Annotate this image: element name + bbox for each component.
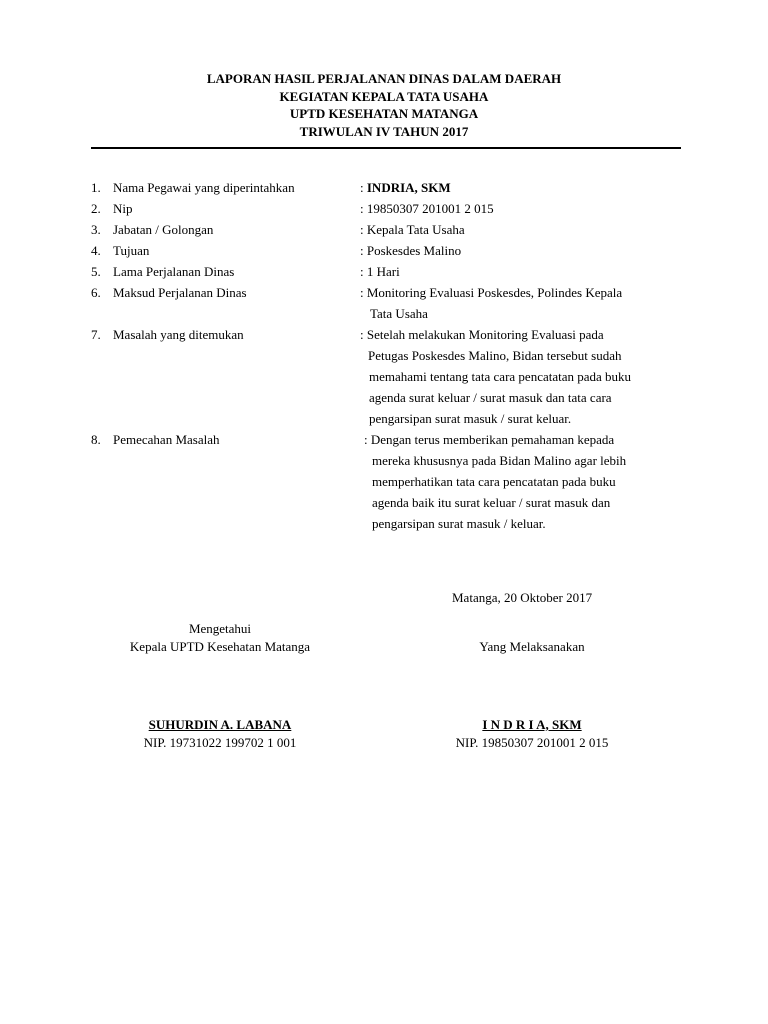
right-signature-title: Yang Melaksanakan: [479, 639, 585, 654]
item-label: Pemecahan Masalah: [113, 432, 220, 447]
item-value-line: : 19850307 201001 2 015: [360, 201, 494, 216]
item-value-line: memahami tentang tata cara pencatatan pada buku: [369, 369, 632, 384]
item-value: [364, 429, 694, 534]
report-title: LAPORAN HASIL PERJALANAN DINAS DALAM DAERAH: [206, 71, 562, 86]
item-value-line: mereka khususnya pada Bidan Malino agar lebih: [372, 453, 627, 468]
item-number: 5.: [91, 264, 101, 279]
report-period: TRIWULAN IV TAHUN 2017: [299, 123, 469, 139]
item-value-line: : Kepala Tata Usaha: [360, 222, 465, 237]
item-number: 1.: [91, 180, 101, 195]
place-date: Matanga, 20 Oktober 2017: [452, 590, 593, 605]
item-value-line: agenda surat keluar / surat masuk dan tata cara: [369, 390, 612, 405]
right-signature-nip: NIP. 19850307 201001 2 015: [455, 735, 609, 750]
report-header: [0, 70, 768, 140]
item-value-line: : 1 Hari: [360, 264, 400, 279]
item-label: Nama Pegawai yang diperintahkan: [113, 180, 295, 195]
left-signature-position: Kepala UPTD Kesehatan Matanga: [129, 639, 311, 654]
item-value: [360, 324, 690, 429]
item-value: [360, 198, 690, 219]
header-divider: [91, 147, 681, 149]
item-label: Maksud Perjalanan Dinas: [113, 285, 247, 300]
item-value: [360, 177, 690, 198]
item-value-line: pengarsipan surat masuk / keluar.: [372, 516, 546, 531]
item-number: 3.: [91, 222, 101, 237]
report-unit: UPTD KESEHATAN MATANGA: [289, 106, 479, 121]
item-value-line: memperhatikan tata cara pencatatan pada buku: [372, 474, 616, 489]
left-signature-name: SUHURDIN A. LABANA: [148, 717, 292, 732]
item-number: 4.: [91, 243, 101, 258]
item-value-line: Petugas Poskesdes Malino, Bidan tersebut sudah: [368, 348, 622, 363]
item-label: Jabatan / Golongan: [113, 222, 214, 237]
item-value-line: pengarsipan surat masuk / surat keluar.: [369, 411, 572, 426]
item-number: 6.: [91, 285, 101, 300]
item-label: Nip: [113, 201, 133, 216]
item-number: 2.: [91, 201, 101, 216]
item-value-line: Tata Usaha: [370, 306, 428, 321]
left-signature-nip: NIP. 19731022 199702 1 001: [143, 735, 297, 750]
item-number: 8.: [91, 432, 101, 447]
item-value-line: : Monitoring Evaluasi Poskesdes, Polindes Kepala: [360, 285, 623, 300]
item-value: [360, 261, 690, 282]
item-value-line: : Poskesdes Malino: [360, 243, 462, 258]
item-value: [360, 282, 690, 324]
item-value: [360, 240, 690, 261]
item-value: [360, 219, 690, 240]
item-value-prefix: :: [360, 180, 367, 195]
item-value-line: : Setelah melakukan Monitoring Evaluasi pada: [360, 327, 604, 342]
right-signature-name-block: [422, 716, 642, 752]
item-number: 7.: [91, 327, 101, 342]
item-label: Lama Perjalanan Dinas: [113, 264, 235, 279]
item-value-line: agenda baik itu surat keluar / surat masuk dan: [372, 495, 611, 510]
left-signature-acknowledge: Mengetahui: [188, 621, 252, 636]
item-label: Tujuan: [113, 243, 150, 258]
left-signature-block: [100, 620, 340, 656]
employee-name: INDRIA, SKM: [366, 180, 451, 195]
item-value-line: : Dengan terus memberikan pemahaman kepada: [364, 432, 615, 447]
left-signature-name-block: [100, 716, 340, 752]
item-label: Masalah yang ditemukan: [113, 327, 244, 342]
report-activity: KEGIATAN KEPALA TATA USAHA: [279, 88, 489, 104]
right-signature-name: I N D R I A, SKM: [482, 717, 582, 732]
